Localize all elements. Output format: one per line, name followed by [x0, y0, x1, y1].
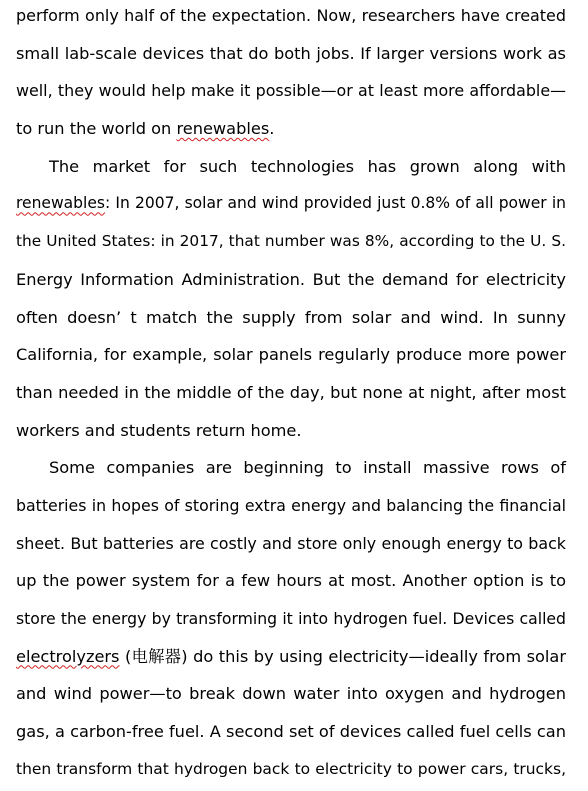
- text-line: [16, 264, 566, 302]
- text-line: [16, 113, 566, 151]
- text-segment: .: [269, 119, 275, 139]
- misspelled-word[interactable]: renewables: [176, 119, 270, 139]
- text-segment: Energy Information Administration. But the demand for electricity: [16, 269, 566, 289]
- text-segment: workers and students return home.: [16, 420, 302, 440]
- text-segment: to run the world on: [16, 119, 177, 139]
- text-segment: The market for such technologies has grown along with: [49, 156, 566, 176]
- text-line: [16, 490, 566, 528]
- text-line: [16, 151, 566, 189]
- misspelled-word[interactable]: renewables: [16, 194, 105, 213]
- text-line: [16, 226, 566, 264]
- text-line: [16, 528, 566, 566]
- text-line: [16, 415, 566, 453]
- text-segment: sheet. But batteries are costly and store only enough energy to back: [16, 533, 566, 553]
- text-segment: up the power system for a few hours at most. Another option is to: [16, 571, 566, 591]
- text-line: [16, 452, 566, 490]
- text-line: [16, 754, 566, 791]
- text-line: [16, 603, 566, 641]
- text-segment: : In 2007, solar and wind provided just 0.8% of all power in: [104, 194, 566, 213]
- text-segment: California, for example, solar panels regularly produce more power: [16, 345, 566, 365]
- text-line: [16, 716, 566, 754]
- text-segment: (电解器) do this by using electricity—ideally from solar: [119, 646, 566, 666]
- text-line: [16, 188, 566, 226]
- text-segment: well, they would help make it possible—or at least more affordable—: [16, 81, 566, 101]
- document-body: [16, 0, 566, 791]
- text-segment: batteries in hopes of storing extra energy and balancing the financial: [16, 495, 566, 515]
- text-segment: perform only half of the expectation. Now, researchers have created: [16, 6, 566, 25]
- text-segment: often doesn’ t match the supply from solar and wind. In sunny: [16, 307, 566, 327]
- text-line: [16, 377, 566, 415]
- text-segment: the United States: in 2017, that number was 8%, according to the U. S.: [16, 232, 566, 251]
- text-line: [16, 678, 566, 716]
- text-segment: than needed in the middle of the day, but none at night, after most: [16, 382, 566, 402]
- text-line: [16, 565, 566, 603]
- text-line: [16, 38, 566, 76]
- text-segment: Some companies are beginning to install massive rows of: [49, 458, 566, 478]
- text-line: [16, 641, 566, 679]
- text-segment: gas, a carbon-free fuel. A second set of devices called fuel cells can: [16, 722, 566, 742]
- text-line: [16, 339, 566, 377]
- text-line: [16, 0, 566, 38]
- text-segment: small lab-scale devices that do both jobs. If larger versions work as: [16, 43, 566, 63]
- paragraph-1: [16, 0, 566, 151]
- text-segment: store the energy by transforming it into hydrogen fuel. Devices called: [16, 609, 566, 628]
- paragraph-3: [16, 452, 566, 791]
- text-line: [16, 75, 566, 113]
- text-segment: and wind power—to break down water into oxygen and hydrogen: [16, 684, 566, 704]
- paragraph-2: [16, 151, 566, 453]
- text-segment: then transform that hydrogen back to electricity to power cars, trucks,: [16, 759, 566, 778]
- text-line: [16, 302, 566, 340]
- misspelled-word[interactable]: electrolyzers: [16, 646, 120, 666]
